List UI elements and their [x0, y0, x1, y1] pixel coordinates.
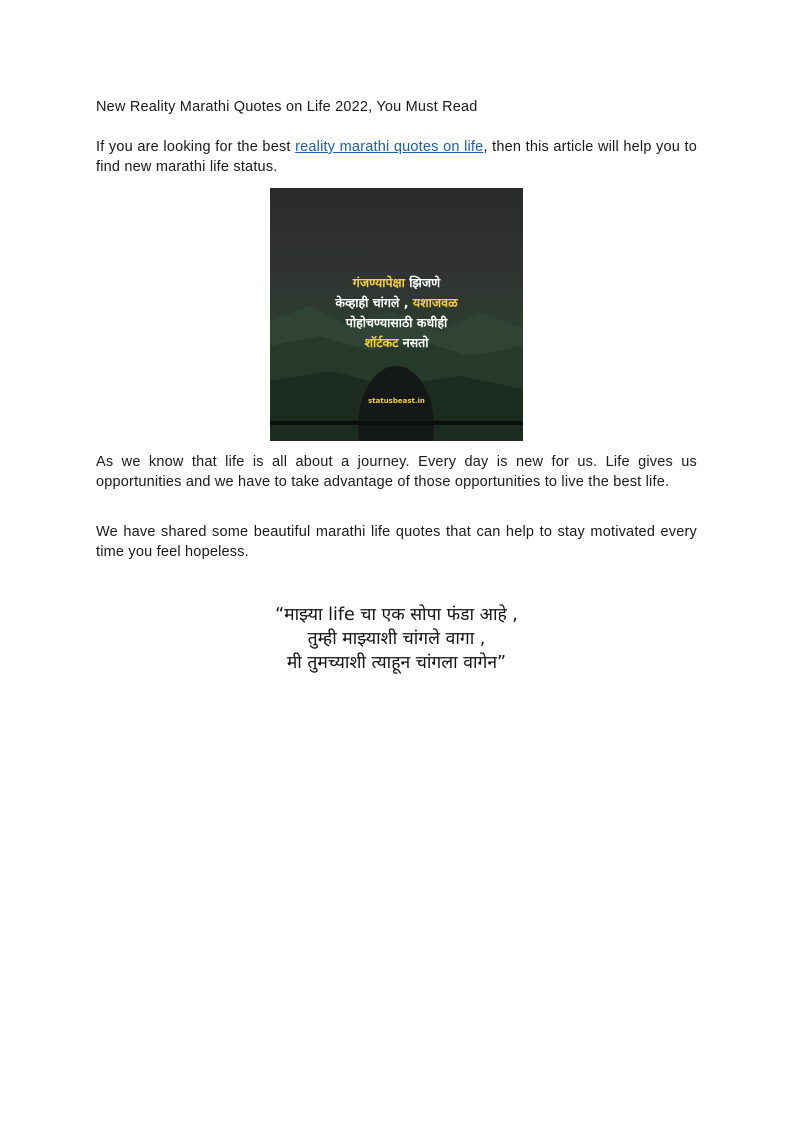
image-quote-line	[270, 333, 523, 353]
quote-line: मी तुमच्याशी त्याहून चांगला वागेन”	[286, 653, 507, 673]
journey-paragraph: As we know that life is all about a journey. Every day is new for us. Life gives us opportunities and we have to take advantage of those opportunities to live the best life.	[96, 454, 697, 490]
image-text: पोहोचण्यासाठी कधीही	[345, 315, 448, 330]
image-quote-line	[270, 293, 523, 313]
image-highlight: शॉर्टकट	[364, 335, 399, 350]
image-text: झिजणे	[404, 275, 441, 290]
marathi-quote	[96, 603, 697, 675]
intro-text-before: If you are looking for the best	[96, 139, 296, 155]
image-watermark: statusbeast.in	[368, 397, 425, 405]
motivation-paragraph: We have shared some beautiful marathi life quotes that can help to stay motivated every time you feel hopeless.	[96, 524, 697, 560]
reality-quotes-link[interactable]: reality marathi quotes on life	[295, 139, 484, 155]
intro-text-after: , then this article will help you to find new marathi life status.	[96, 139, 697, 175]
article-title: New Reality Marathi Quotes on Life 2022, You Must Read	[96, 99, 478, 115]
quote-line: “माझ्या life चा एक सोपा फंडा आहे ,	[275, 605, 518, 625]
image-quote-text	[270, 273, 523, 353]
image-text: नसतो	[398, 335, 429, 350]
quote-image	[270, 188, 523, 441]
image-highlight: गंजण्यापेक्षा	[352, 275, 405, 290]
image-text: केव्हाही चांगले ,	[335, 295, 413, 310]
quote-line: तुम्ही माझ्याशी चांगले वागा ,	[307, 629, 486, 649]
intro-paragraph	[96, 137, 697, 177]
image-highlight: यशाजवळ	[412, 295, 458, 310]
image-quote-line	[270, 313, 523, 333]
image-quote-line	[270, 273, 523, 293]
